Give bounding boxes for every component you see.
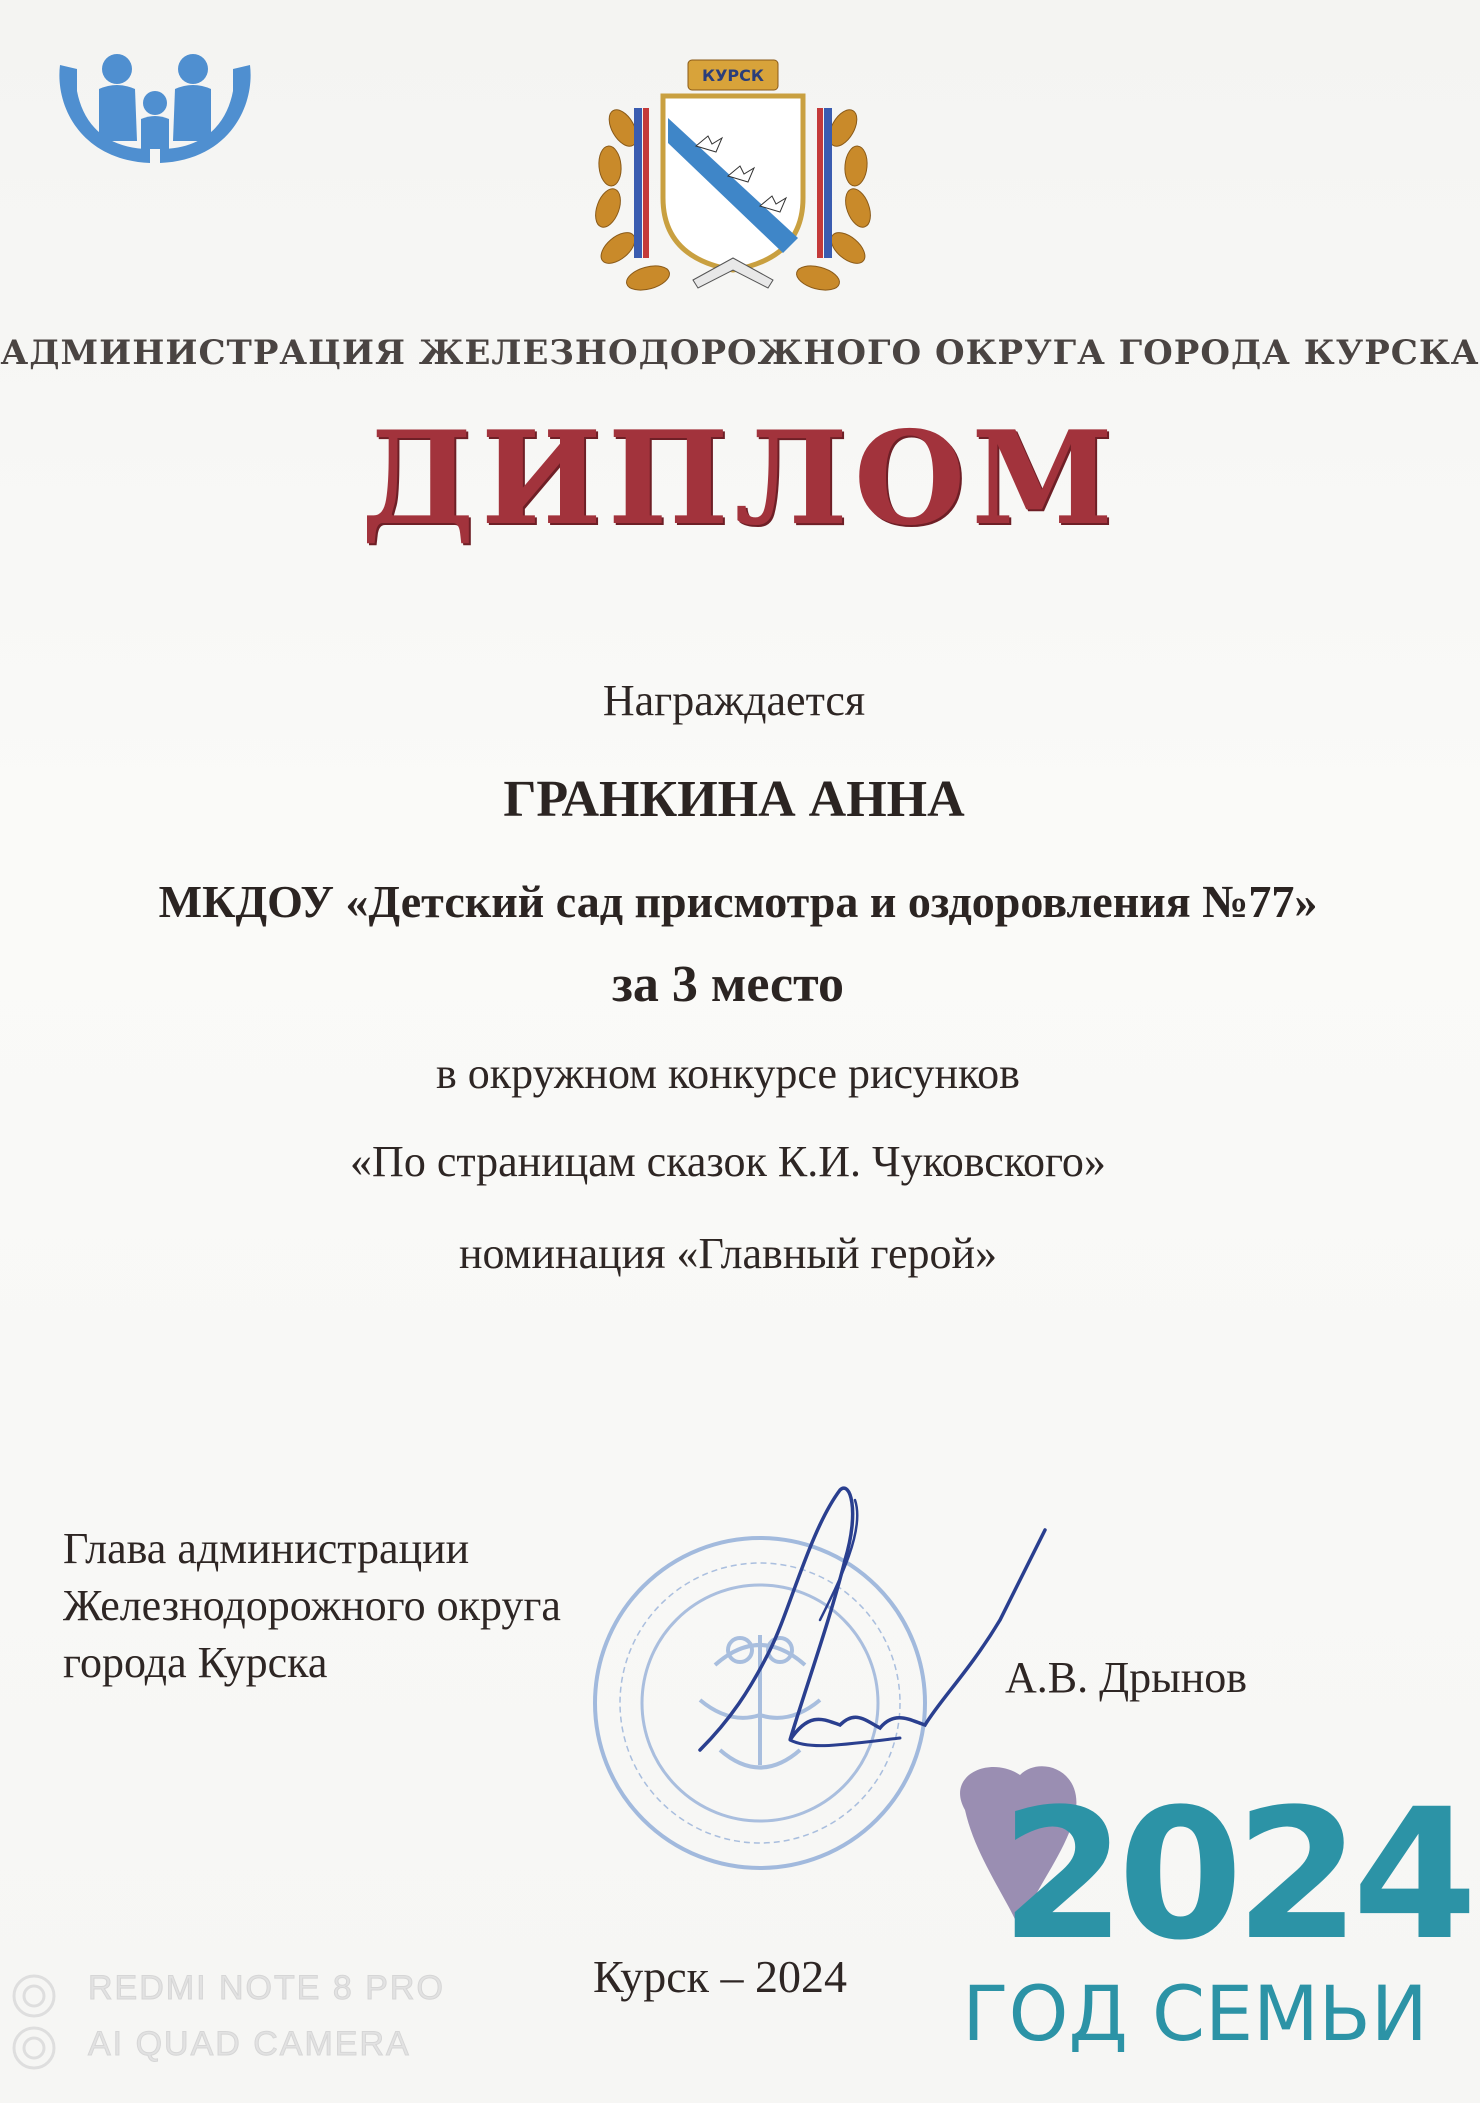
place-and-date: Курск – 2024 — [593, 1951, 847, 2002]
signer-name: А.В. Дрынов — [1005, 1653, 1248, 1702]
diploma-title: ДИПЛОМ — [361, 404, 1119, 554]
family-logo-icon — [55, 45, 255, 180]
camera-watermark — [88, 1960, 445, 2072]
badge-text: ГОД СЕМЬИ — [962, 1969, 1428, 2058]
administration-title: АДМИНИСТРАЦИЯ ЖЕЛЕЗНОДОРОЖНОГО ОКРУГА ГОРОДА КУРСКА — [0, 333, 1480, 373]
badge-year: 2024 — [1000, 1771, 1470, 1980]
watermark-line-1: REDMI NOTE 8 PRO — [88, 1969, 445, 2007]
signer-title-line-3: города Курска — [63, 1638, 328, 1687]
kursk-coat-of-arms-icon — [578, 48, 888, 308]
organization-name: МКДОУ «Детский сад присмотра и оздоровления №77» — [158, 876, 1318, 927]
signature-icon — [640, 1470, 1060, 1790]
camera-lens-icon — [4, 1968, 74, 2078]
recipient-name: ГРАНКИНА АННА — [503, 771, 965, 828]
coat-label: КУРСК — [702, 66, 764, 85]
signer-title-line-2: Железнодорожного округа — [63, 1581, 561, 1630]
nomination: номинация «Главный герой» — [458, 1229, 998, 1278]
watermark-line-2: AI QUAD CAMERA — [88, 2025, 411, 2063]
place-awarded: за 3 место — [612, 956, 844, 1013]
signer-title-line-1: Глава администрации — [63, 1524, 470, 1573]
contest-title: «По страницам сказок К.И. Чуковского» — [350, 1137, 1106, 1186]
year-of-family-badge — [935, 1755, 1470, 2058]
signer-title — [63, 1520, 561, 1691]
awarded-text: Награждается — [602, 676, 866, 725]
contest-description: в окружном конкурсе рисунков — [436, 1049, 1020, 1098]
